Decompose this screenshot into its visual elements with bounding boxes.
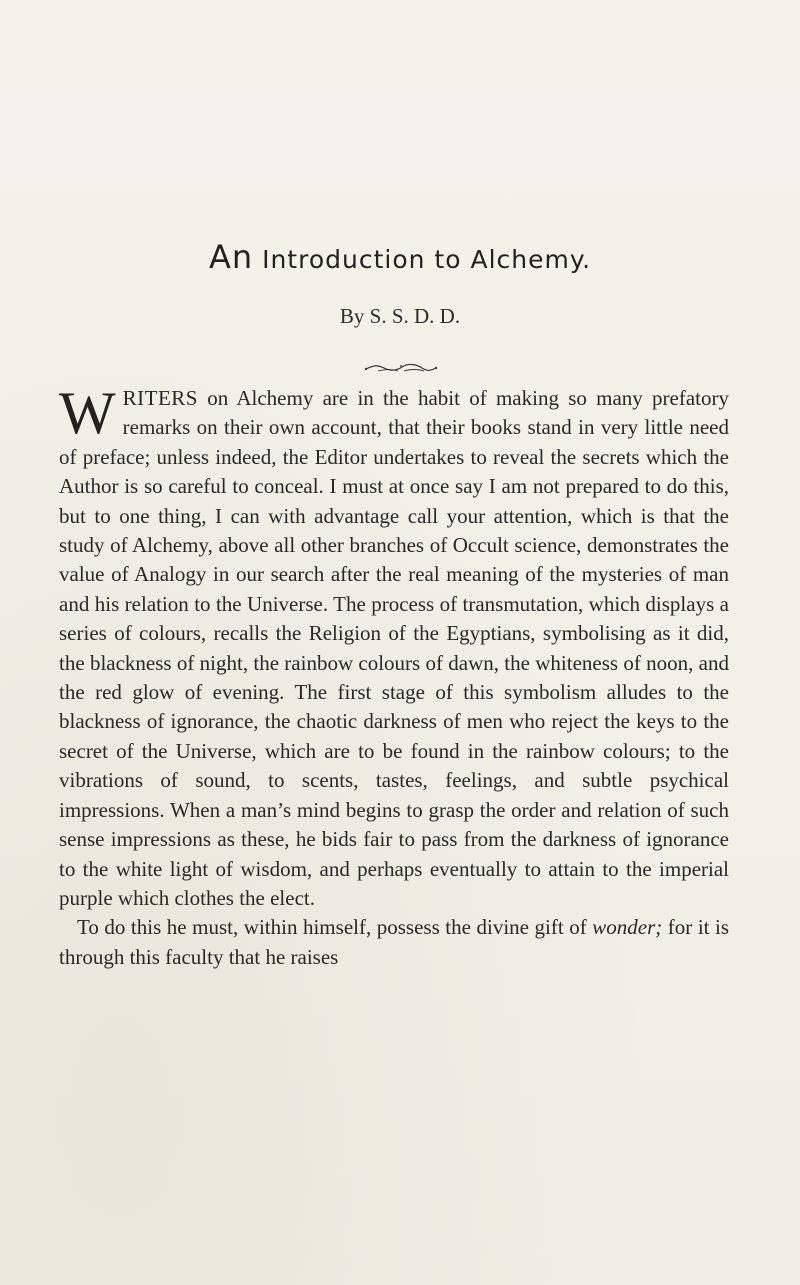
author-byline — [0, 301, 800, 331]
byline-lead-word: By — [339, 304, 365, 328]
paragraph-2-before: To do this he must, within himself, possess the divine gift of — [77, 915, 587, 940]
opening-caps: RITERS — [122, 386, 198, 410]
author-initials: S. S. D. D. — [369, 304, 461, 328]
wavy-rule-ornament-icon — [364, 362, 438, 374]
paragraph-1 — [59, 380, 730, 913]
paragraph-1-text: on Alchemy are in the habit of making so many prefatory remarks on their own account, that their books stand in very little need of preface; unless indeed, the Editor undertakes to reveal the secrets which the Author is so careful to conceal. I must at once say I am not prepared to do this, but to one thing, I can with advantage call your attention, which is that the study of Alchemy, above all other branches of Occult science, demonstrates the value of Analogy in our search after the real meaning of the mysteries of man and his relation to the Universe. The process of transmutation, which displays a series of colours, recalls the Religion of the Egyptians, symbolising as it did, the blackness of night, the rainbow colours of dawn, the whiteness of noon, and the red glow of evening. The first stage of this symbolism alludes to the blackness of ignorance, the chaotic darkness of men who reject the keys to the secret of the Universe, which are to be found in the rainbow colours; to the vibrations of sound, to scents, tastes, feelings, and subtle psychical impressions. When a man’s mind begins to grasp the order and relation of such sense impressions as these, he bids fair to pass from the darkness of ignorance to the white light of wisdom, and perhaps eventually to attain to the imperial purple which clothes the elect. — [59, 386, 730, 910]
paragraph-2 — [59, 913, 729, 972]
body-text — [59, 380, 730, 972]
paragraph-2-italic: wonder; — [592, 915, 663, 940]
paragraph-2-after: for it is through this faculty that he raises — [59, 915, 730, 969]
page-title — [0, 236, 800, 281]
title-rest: Introduction to Alchemy. — [262, 245, 592, 274]
title-lead-word: An — [208, 238, 254, 276]
drop-cap: W — [59, 380, 116, 446]
